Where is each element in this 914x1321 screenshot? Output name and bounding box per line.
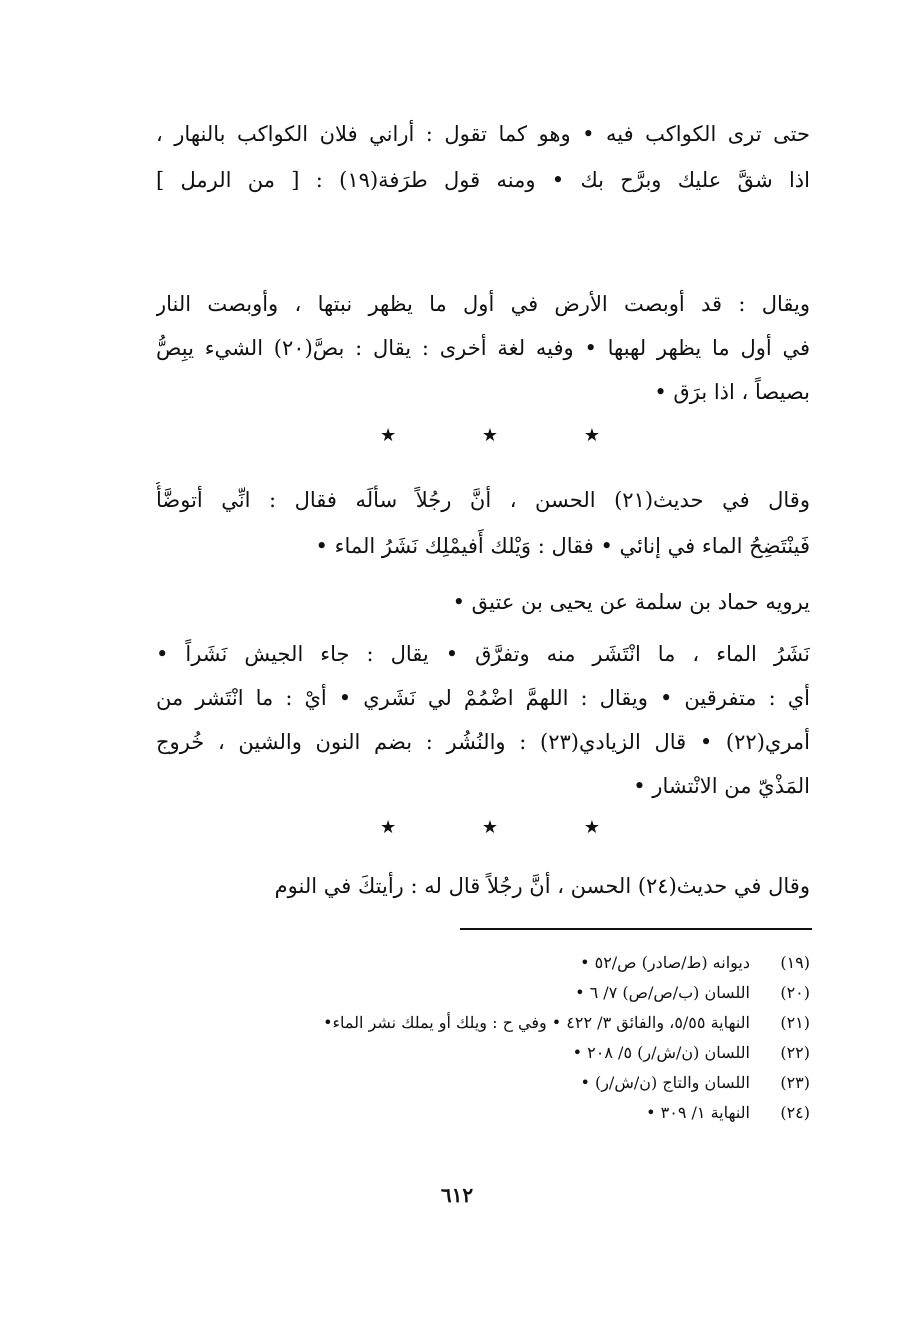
text-line: وقال في حديث(٢١) الحسن ، أنَّ رجُلاً سألَه فقال : انِّي أتوضَّأُ (156, 488, 810, 512)
text-line: نَشَرُ الماء ، ما انْتَشَر منه وتفرَّق • يقال : جاء الجيش نَشَراً • (156, 642, 810, 666)
text-line: المَذْيّ من الانْتشار • (633, 774, 810, 798)
footnote-number: (١٩) (780, 953, 810, 972)
text-line: يرويه حماد بن سلمة عن يحيى بن عتيق • (452, 590, 810, 614)
footnote-text: اللسان (ب/ص/ص) ٧/ ٦ • (575, 983, 750, 1002)
footnote-text: ديوانه (ط/صادر) ص/٥٢ • (580, 953, 750, 972)
star-icon: ★ (380, 817, 397, 838)
star-icon: ★ (583, 817, 600, 838)
star-icon: ★ (481, 425, 499, 446)
text-line: بصيصاً ، اذا برَق • (654, 380, 810, 404)
footnote-text: اللسان والتاج (ن/ش/ر) • (580, 1073, 750, 1092)
page-number: ٦١٢ (440, 1183, 474, 1207)
footnote-text: النهاية ٥/٥٥، والفائق ٣/ ٤٢٢ • وفي ح : ويلك أو يملك نشر الماء• (323, 1013, 750, 1032)
footnote-number: (٢٤) (780, 1103, 810, 1122)
footnote (150, 1070, 810, 1095)
footnote (150, 1010, 810, 1035)
footnote (150, 1100, 810, 1125)
star-icon: ★ (481, 817, 499, 838)
section-separator (380, 816, 600, 840)
footnote-number: (٢٣) (780, 1073, 810, 1092)
star-icon: ★ (380, 425, 397, 446)
footnote-number: (٢٢) (780, 1043, 810, 1062)
text-line: حتى ترى الكواكب فيه • وهو كما تقول : أراني فلان الكواكب بالنهار ، (156, 122, 810, 146)
footnote-divider (460, 928, 812, 930)
footnote (150, 980, 810, 1005)
footnote (150, 1040, 810, 1065)
footnote-text: اللسان (ن/ش/ر) ٥/ ٢٠٨ • (572, 1043, 750, 1062)
star-icon: ★ (583, 425, 600, 446)
text-line: ويقال : قد أوبصت الأرض في أول ما يظهر نبتها ، وأوبصت النار (156, 292, 810, 316)
text-line: أي : متفرقين • ويقال : اللهمَّ اضْمُمْ لي نَشَري • أيْ : ما انْتَشر من (156, 686, 810, 710)
text-line: فَينْتَضِحُ الماء في إنائي • فقال : وَيْلك أَفيمْلِك نَشَرُ الماء • (315, 534, 810, 558)
text-line: وقال في حديث(٢٤) الحسن ، أنَّ رجُلاً قال له : رأيتكَ في النوم (274, 874, 810, 898)
text-line: اذا شقَّ عليك وبرَّح بك • ومنه قول طرَفة(١٩) : [ من الرمل ] (156, 168, 810, 192)
footnote (150, 950, 810, 975)
section-separator (380, 424, 600, 448)
text-line: أمري(٢٢) • قال الزيادي(٢٣) : والنُشُر : بضم النون والشين ، خُروج (156, 730, 810, 754)
footnote-text: النهاية ١/ ٣٠٩ • (646, 1103, 750, 1122)
footnote-number: (٢١) (780, 1013, 810, 1032)
footnote-number: (٢٠) (780, 983, 810, 1002)
text-line: في أول ما يظهر لهبها • وفيه لغة أخرى : يقال : بصَّ(٢٠) الشيء يبِصُّ (156, 336, 810, 360)
